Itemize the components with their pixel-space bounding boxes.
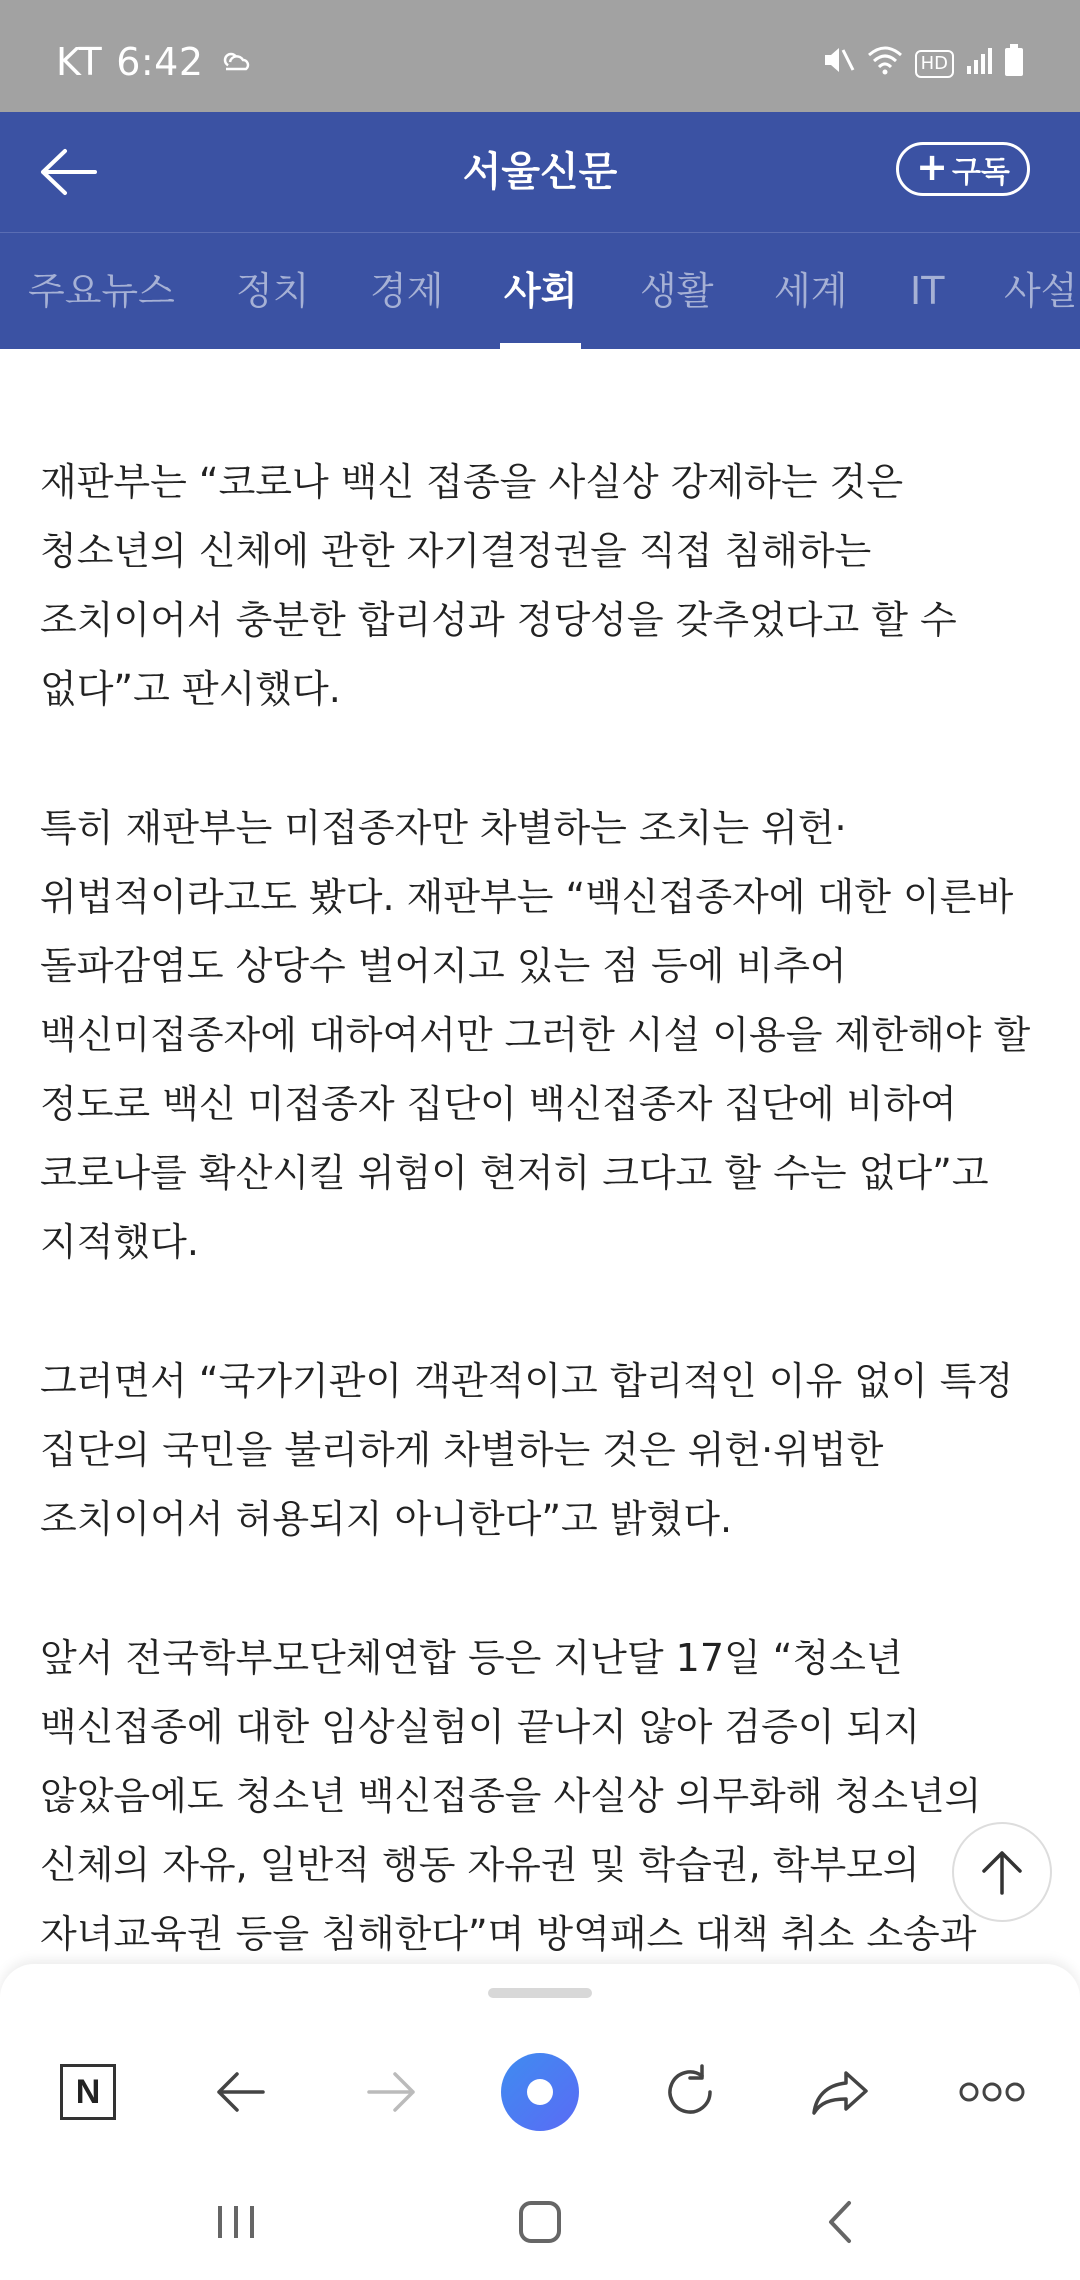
browser-back-button[interactable]: [200, 2052, 280, 2132]
weather-icon: [218, 40, 252, 84]
recent-apps-button[interactable]: [196, 2192, 276, 2252]
system-back-button[interactable]: [800, 2192, 880, 2252]
subscribe-button[interactable]: [896, 142, 1030, 196]
status-left: [56, 40, 252, 84]
tab-economy[interactable]: [370, 233, 443, 349]
tab-world[interactable]: [774, 233, 847, 349]
scroll-to-top-button[interactable]: [952, 1822, 1052, 1922]
browser-toolbar: [0, 1964, 1080, 2280]
plus-icon: +: [916, 145, 948, 189]
tab-label: 세계: [774, 269, 848, 313]
tab-label: 사설: [1004, 269, 1078, 313]
tab-editorial[interactable]: [1004, 233, 1077, 349]
whale-icon: [501, 2053, 579, 2131]
tab-life[interactable]: [640, 233, 713, 349]
tab-label: 경제: [370, 269, 444, 313]
app-header: [0, 112, 1080, 232]
tab-label: 정치: [236, 269, 310, 313]
share-icon: [810, 2067, 870, 2117]
active-tab-indicator: [500, 343, 581, 349]
clock: 6:42: [116, 40, 204, 84]
tab-label: 생활: [640, 269, 714, 313]
signal-icon: [966, 46, 992, 81]
battery-icon: [1004, 44, 1024, 83]
hd-badge: HD: [915, 50, 954, 78]
subscribe-label: 구독: [951, 155, 1010, 190]
status-bar: [0, 0, 1080, 112]
arrow-up-icon: [980, 1847, 1024, 1897]
status-right: [821, 44, 1024, 83]
page-title: 서울신문: [462, 149, 618, 195]
tab-it[interactable]: [910, 233, 944, 349]
share-button[interactable]: [800, 2052, 880, 2132]
refresh-button[interactable]: [650, 2052, 730, 2132]
naver-home-button[interactable]: [48, 2052, 128, 2132]
refresh-icon: [662, 2064, 718, 2120]
more-icon: [959, 2081, 1025, 2103]
more-button[interactable]: [952, 2052, 1032, 2132]
chevron-left-icon: [825, 2199, 855, 2245]
tab-society[interactable]: [504, 233, 577, 349]
tab-main-news[interactable]: [28, 233, 175, 349]
recent-apps-icon: [214, 2202, 258, 2242]
whale-button[interactable]: [500, 2052, 580, 2132]
browser-forward-button[interactable]: [352, 2052, 432, 2132]
arrow-left-icon: [213, 2070, 267, 2114]
category-tabs: [0, 232, 1080, 349]
home-icon: [517, 2199, 563, 2245]
drag-handle[interactable]: [488, 1988, 592, 1998]
wifi-icon: [867, 45, 903, 82]
tab-label: 주요뉴스: [28, 269, 175, 313]
carrier-label: KT: [56, 40, 103, 84]
article-body: [40, 448, 1050, 2108]
article-paragraph: 그러면서 “국가기관이 객관적이고 합리적인 이유 없이 특정 집단의 국민을 불리하게 차별하는 것은 위헌·위법한 조치이어서 허용되지 아니한다”고 밝혔다.: [40, 1359, 1014, 1541]
article-paragraph: 앞서 전국학부모단체연합 등은 지난달 17일 “청소년 백신접종에 대한 임상실험이 끝나지 않아 검증이 되지 않았음에도 청소년 백신접종을 사실상 의무화해 청소년의 신체의 자유, 일반적 행동 자유권 및 학습권, 학부모의 자녀교육권 등을 침해한다”며 방역패스 대책 취소 소송과: [40, 1636, 982, 1956]
tab-label: 사회: [504, 269, 578, 313]
article-paragraph: 재판부는 “코로나 백신 접종을 사실상 강제하는 것은 청소년의 신체에 관한 자기결정권을 직접 침해하는 조치이어서 충분한 합리성과 정당성을 갖추었다고 할 수 없다”고 판시했다.: [40, 460, 957, 711]
arrow-right-icon: [365, 2070, 419, 2114]
tab-label: IT: [910, 269, 945, 313]
article-paragraph: 특히 재판부는 미접종자만 차별하는 조치는 위헌·위법적이라고도 봤다. 재판부는 “백신접종자에 대한 이른바 돌파감염도 상당수 벌어지고 있는 점 등에 비추어 백신미접종자에 대하여서만 그러한 시설 이용을 제한해야 할 정도로 백신 미접종자 집단이 백신접종자 집단에 비하여 코로나를 확산시킬 위험이 현저히 크다고 할 수는 없다”고 지적했다.: [40, 806, 1031, 1264]
tab-politics[interactable]: [236, 233, 309, 349]
mute-icon: [821, 44, 855, 83]
home-button[interactable]: [500, 2192, 580, 2252]
naver-logo-icon: N: [60, 2064, 116, 2120]
